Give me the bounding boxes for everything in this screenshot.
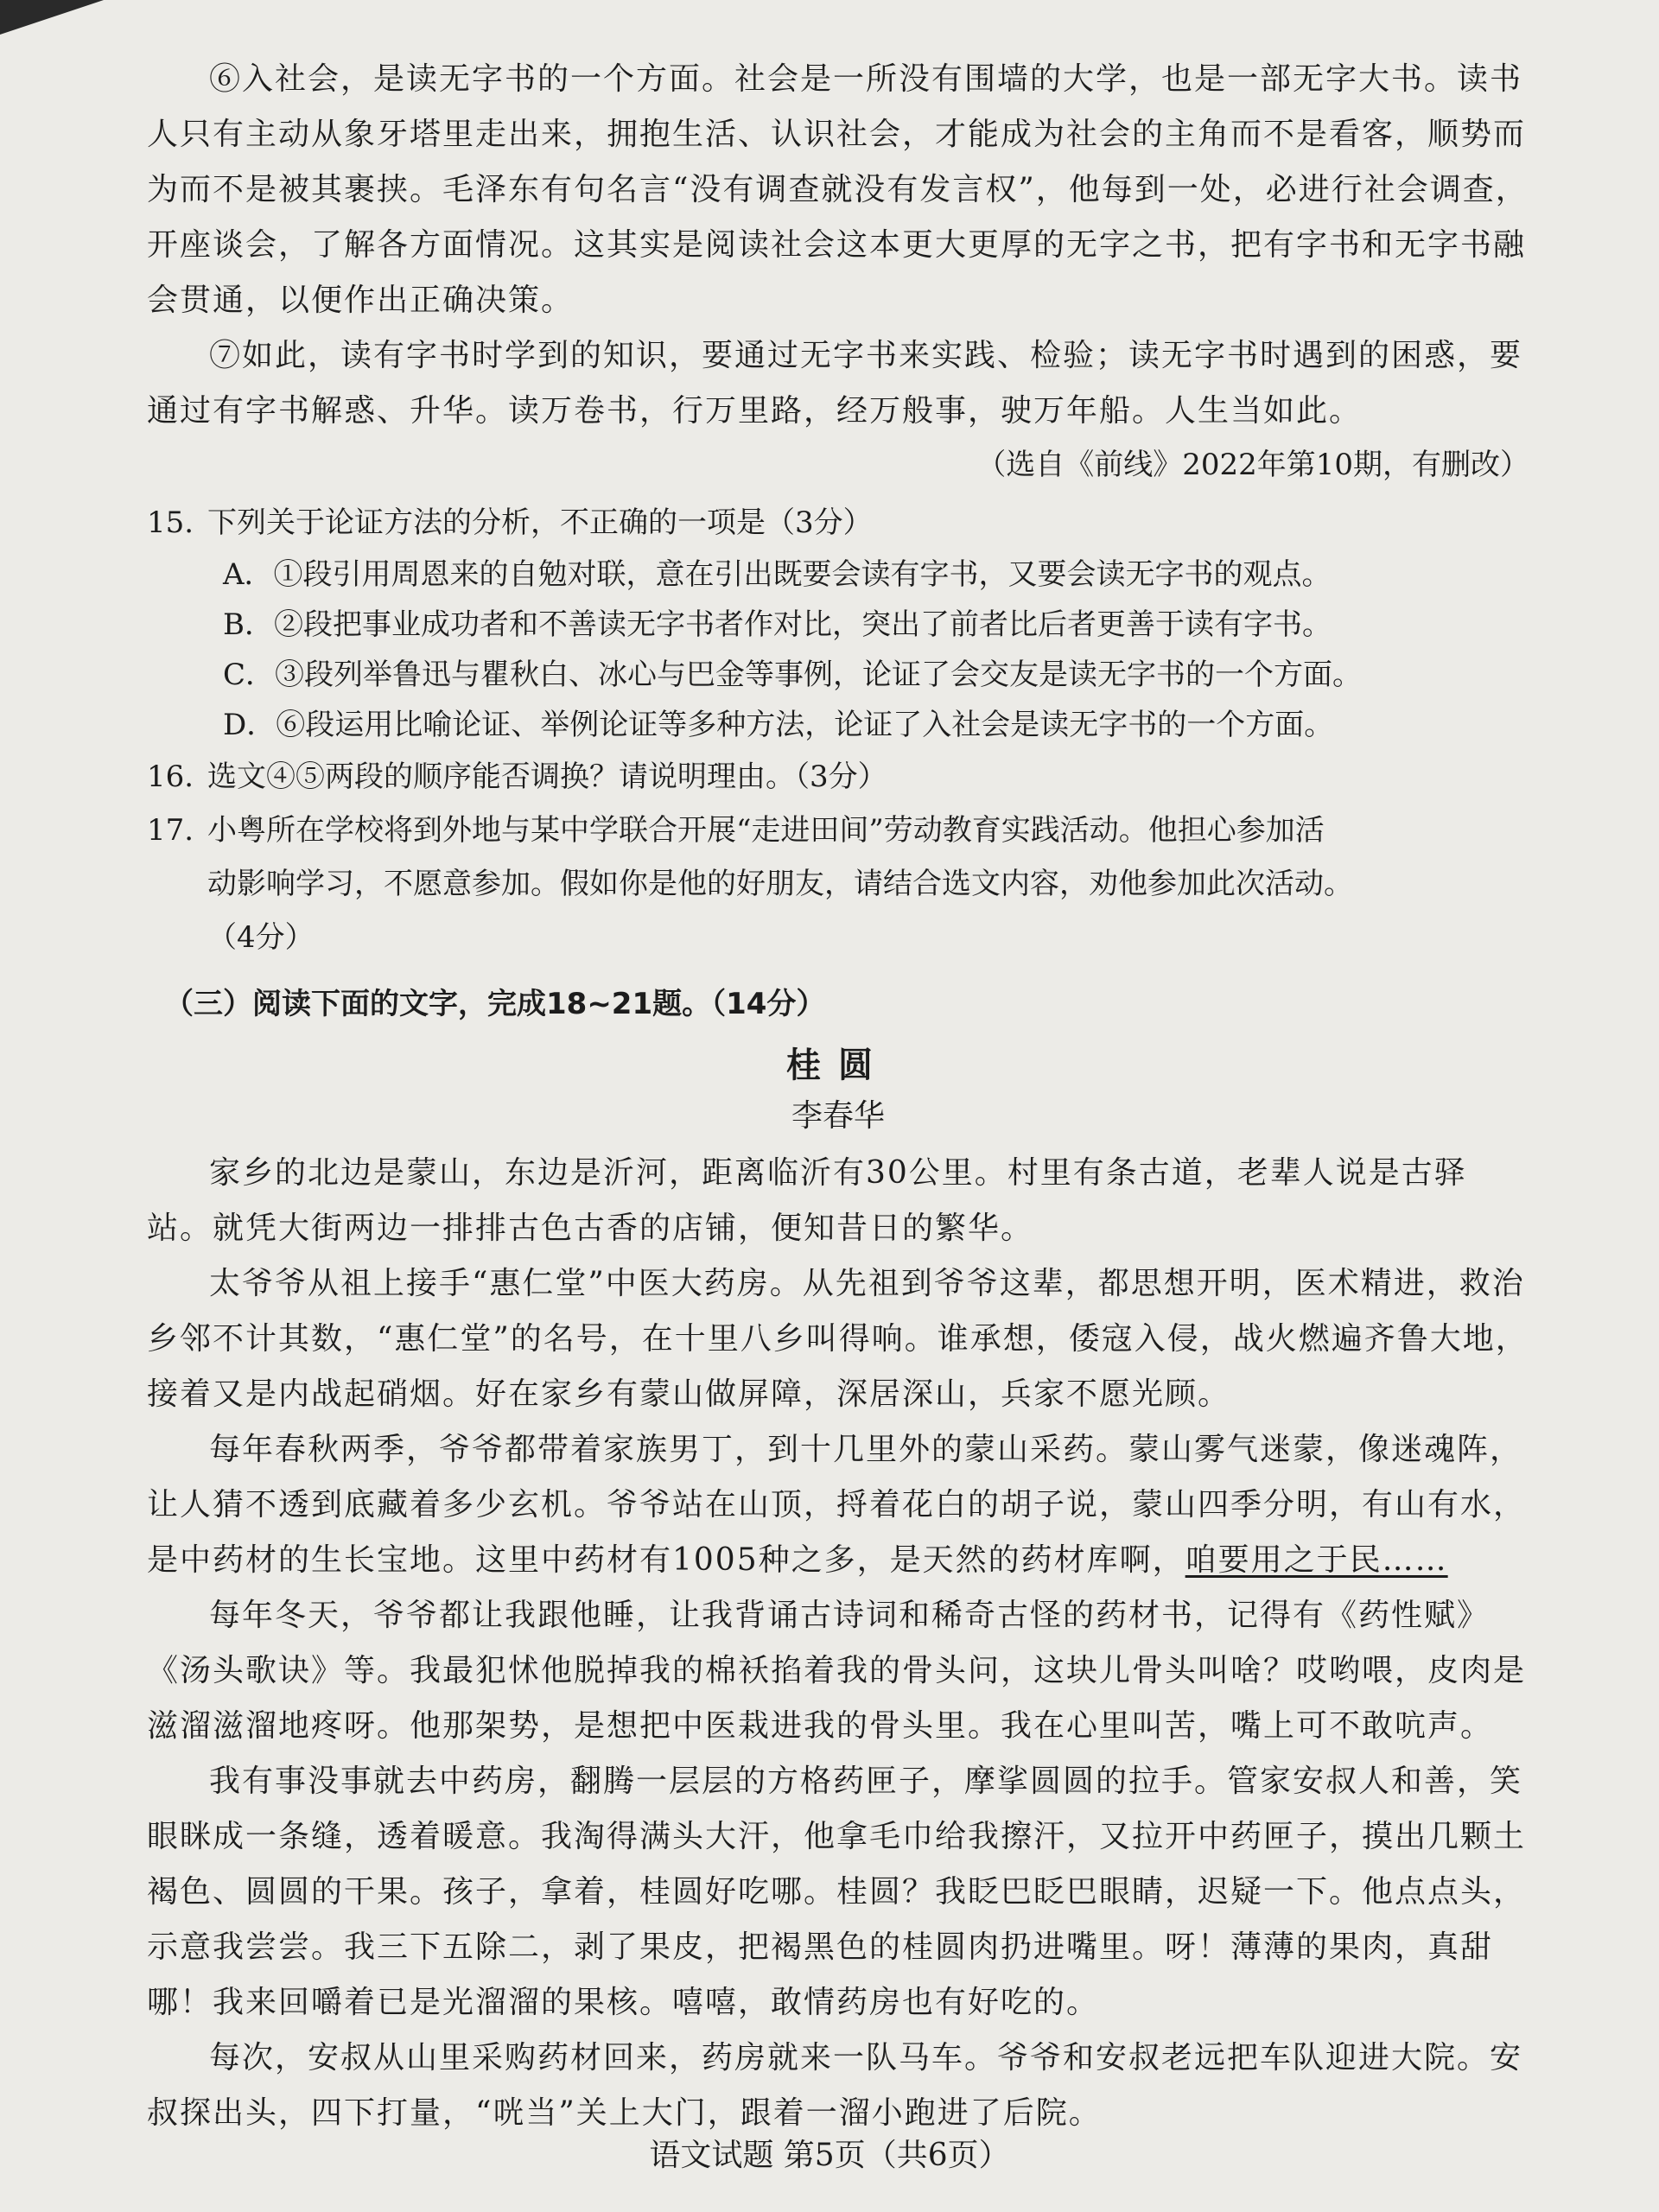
source-citation: （选自《前线》2022年第10期，有删改）	[976, 448, 1529, 482]
question-17-line2: 动影响学习，不愿意参加。假如你是他的好朋友，请结合选文内容，劝他参加此次活动。	[207, 867, 1353, 901]
story-paragraph-1: 家乡的北边是蒙山，东边是沂河，距离临沂有30公里。村里有条古道，老辈人说是古驿站。就凭大街两边一排排古色古香的店铺，便知昔日的繁华。	[147, 1155, 1467, 1246]
story-author: 李春华	[791, 1098, 885, 1134]
option-d: D．⑥段运用比喻论证、举例论证等多种方法，论证了入社会是读无字书的一个方面。	[223, 708, 1334, 742]
paragraph-6: ⑥入社会，是读无字书的一个方面。社会是一所没有围墙的大学，也是一部无字大书。读书人只有主动从象牙塔里走出来，拥抱生活、认识社会，才能成为社会的主角而不是看客，顺势而为而不是被其裹挟。毛泽东有句名言“没有调查就没有发言权”，他每到一处，必进行社会调查，开座谈会，了解各方面情况。这其实是阅读社会这本更大更厚的无字之书，把有字书和无字书融会贯通，以便作出正确决策。	[147, 61, 1529, 318]
option-c: C．③段列举鲁迅与瞿秋白、冰心与巴金等事例，论证了会交友是读无字书的一个方面。	[223, 658, 1363, 692]
question-17-line3: （4分）	[207, 920, 315, 955]
question-stem: 下列关于论证方法的分析，不正确的一项是（3分）	[207, 505, 873, 540]
question-16	[147, 750, 1529, 804]
question-number: 17.	[147, 813, 194, 848]
question-17	[147, 804, 1529, 857]
paragraph-7: ⑦如此，读有字书时学到的知识，要通过无字书来实践、检验；读无字书时遇到的困惑，要通过有字书解惑、升华。读万卷书，行万里路，经万般事，驶万年船。人生当如此。	[147, 338, 1523, 429]
story-paragraph-6: 每次，安叔从山里采购药材回来，药房就来一队马车。爷爷和安叔老远把车队迎进大院。安叔探出头，四下打量，“咣当”关上大门，跟着一溜小跑进了后院。	[147, 2040, 1523, 2131]
story-paragraph-5: 我有事没事就去中药房，翻腾一层层的方格药匣子，摩挲圆圆的拉手。管家安叔人和善，笑眼眯成一条缝，透着暖意。我淘得满头大汗，他拿毛巾给我擦汗，又拉开中药匣子，摸出几颗土褐色、圆圆的干果。孩子，拿着，桂圆好吃哪。桂圆？我眨巴眨巴眼睛，迟疑一下。他点点头，示意我尝尝。我三下五除二，剥了果皮，把褐黑色的桂圆肉扔进嘴里。呀！薄薄的果肉，真甜哪！我来回嚼着已是光溜溜的果核。嘻嘻，敢情药房也有好吃的。	[147, 1764, 1527, 2020]
section-heading: （三）阅读下面的文字，完成18~21题。（14分）	[164, 987, 826, 1021]
story-paragraph-3	[147, 1422, 1529, 1588]
story-paragraph-3-text: 每年春秋两季，爷爷都带着家族男丁，到十几里外的蒙山采药。蒙山雾气迷蒙，像迷魂阵，让人猜不透到底藏着多少玄机。爷爷站在山顶，捋着花白的胡子说，蒙山四季分明，有山有水，是中药材的生长宝地。这里中药材有1005种之多，是天然的药材库啊，	[147, 1432, 1527, 1578]
option-b: B．②段把事业成功者和不善读无字书者作对比，突出了前者比后者更善于读有字书。	[223, 607, 1332, 642]
scan-corner-shadow	[0, 0, 104, 35]
question-stem-line1: 小粤所在学校将到外地与某中学联合开展“走进田间”劳动教育实践活动。他担心参加活	[207, 813, 1325, 848]
story-title: 桂圆	[786, 1046, 890, 1085]
question-stem: 选文④⑤两段的顺序能否调换？请说明理由。（3分）	[207, 760, 887, 794]
underlined-sentence: 咱要用之于民……	[1185, 1542, 1448, 1578]
question-number: 15.	[147, 505, 194, 540]
story-paragraph-2: 太爷爷从祖上接手“惠仁堂”中医大药房。从先祖到爷爷这辈，都思想开明，医术精进，救治乡邻不计其数，“惠仁堂”的名号，在十里八乡叫得响。谁承想，倭寇入侵，战火燃遍齐鲁大地，接着又是内战起硝烟。好在家乡有蒙山做屏障，深居深山，兵家不愿光顾。	[147, 1266, 1529, 1412]
question-number: 16.	[147, 760, 194, 794]
option-a: A．①段引用周恩来的自勉对联，意在引出既要会读有字书，又要会读无字书的观点。	[223, 557, 1332, 592]
question-15	[147, 496, 1529, 550]
story-paragraph-4: 每年冬天，爷爷都让我跟他睡，让我背诵古诗词和稀奇古怪的药材书，记得有《药性赋》《汤头歌诀》等。我最犯怵他脱掉我的棉袄掐着我的骨头问，这块儿骨头叫啥？哎哟喂，皮肉是滋溜滋溜地疼呀。他那架势，是想把中医栽进我的骨头里。我在心里叫苦，嘴上可不敢吭声。	[147, 1598, 1527, 1744]
page-footer: 语文试题 第5页（共6页）	[649, 2138, 1010, 2173]
